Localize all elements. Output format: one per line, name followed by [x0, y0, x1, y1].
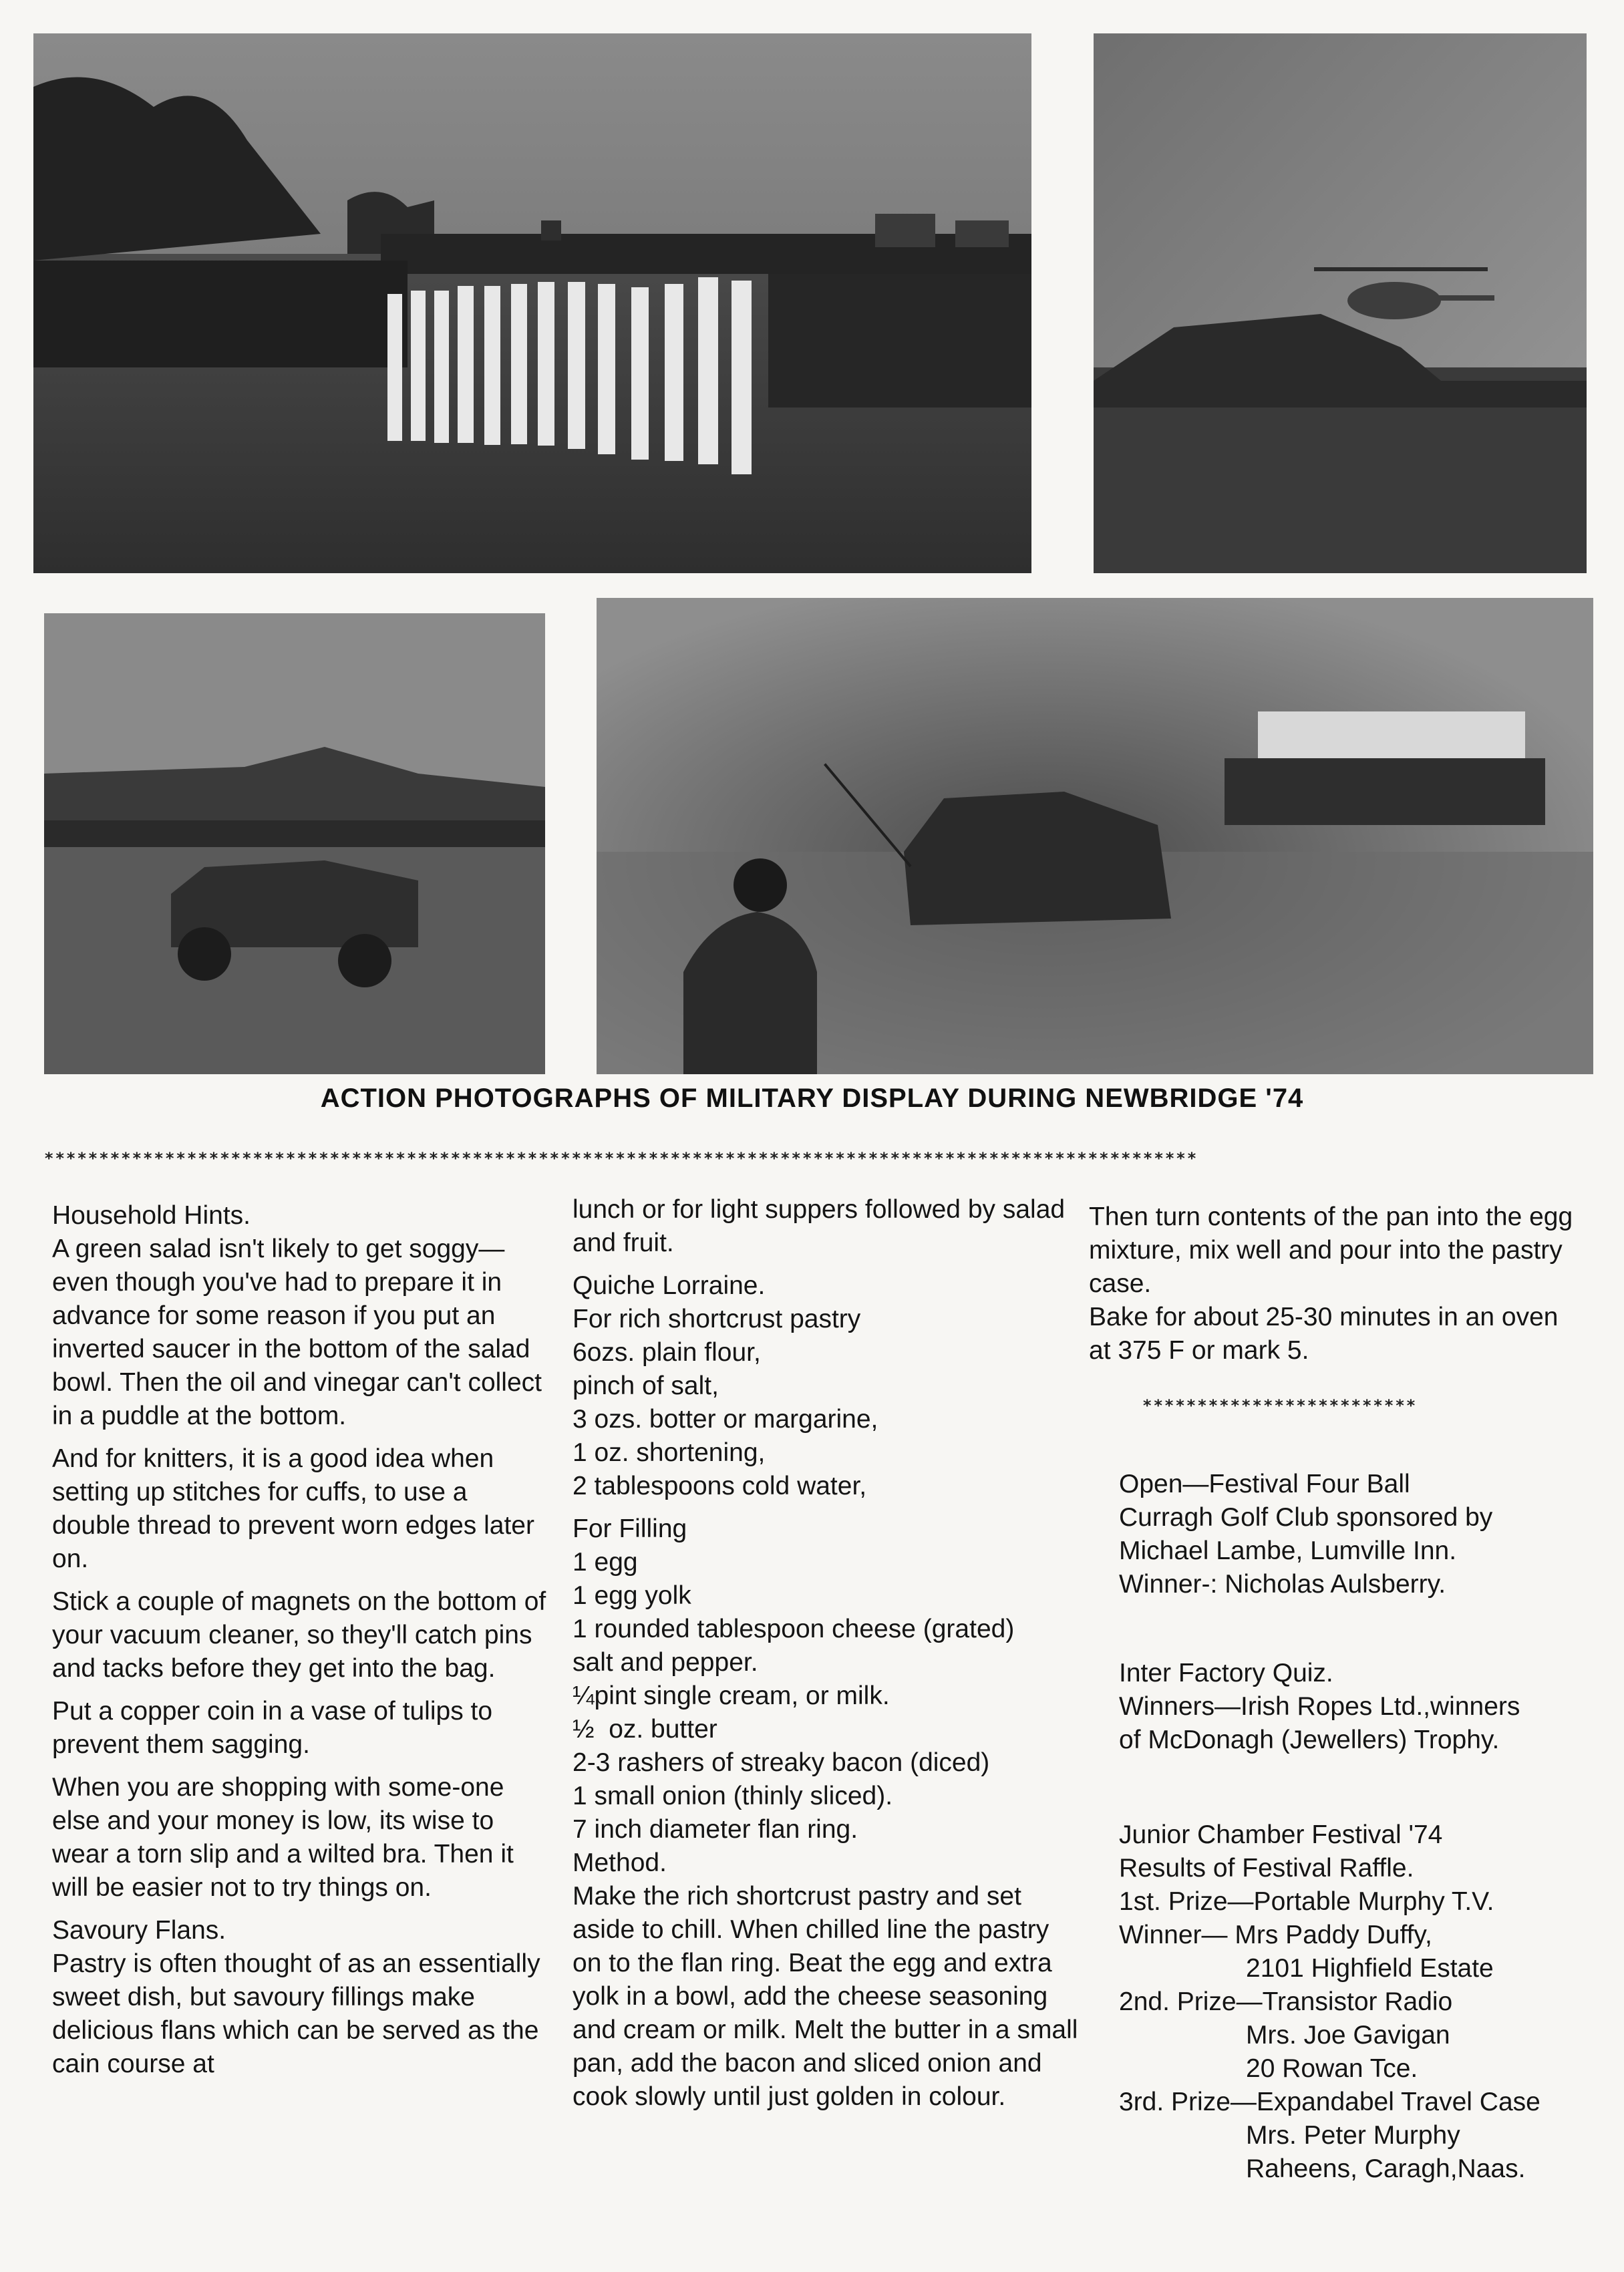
- ingredient-line: 1 egg: [573, 1548, 638, 1577]
- armoured-car-photo: [44, 613, 545, 1074]
- ingredient-line: 2-3 rashers of streaky bacon (diced): [573, 1748, 990, 1777]
- raffle-winner-1-address: 2101 Highfield Estate: [1246, 1954, 1494, 1983]
- raffle-results: [1119, 1818, 1600, 2186]
- raffle-prize-1: 1st. Prize—Portable Murphy T.V.: [1119, 1887, 1494, 1916]
- ingredient-line: 1 oz. shortening,: [573, 1438, 766, 1467]
- quiz-line: Winners—Irish Ropes Ltd.,winners: [1119, 1692, 1520, 1721]
- golf-line: Open—Festival Four Ball: [1119, 1470, 1410, 1498]
- asterisk-divider: *********************************************************************************************************: [44, 1149, 1198, 1168]
- golf-line: Winner-: Nicholas Aulsberry.: [1119, 1570, 1446, 1599]
- ingredient-line: 3 ozs. botter or margarine,: [573, 1405, 878, 1434]
- recipe-intro: lunch or for light suppers followed by salad and fruit.: [573, 1195, 1066, 1257]
- raffle-subtitle: Results of Festival Raffle.: [1119, 1854, 1414, 1883]
- parade-photo: [33, 33, 1031, 573]
- household-hints-column: [52, 1199, 546, 2090]
- raffle-title: Junior Chamber Festival '74: [1119, 1820, 1443, 1849]
- ingredient-line: pinch of salt,: [573, 1371, 719, 1400]
- quiz-result: [1119, 1657, 1587, 1757]
- photo-caption: ACTION PHOTOGRAPHS OF MILITARY DISPLAY DURING NEWBRIDGE '74: [320, 1084, 1304, 1113]
- helicopter-photo: [1094, 33, 1587, 573]
- ingredient-line: 1 small onion (thinly sliced).: [573, 1782, 893, 1810]
- ingredient-line: ¼pint single cream, or milk.: [573, 1681, 890, 1710]
- golf-line: Michael Lambe, Lumville Inn.: [1119, 1536, 1457, 1565]
- pastry-ingredients: [573, 1303, 1080, 1503]
- ingredient-line: 1 egg yolk: [573, 1581, 691, 1610]
- ingredient-line: For Filling: [573, 1514, 687, 1543]
- raffle-winner-3: Mrs. Peter Murphy: [1246, 2121, 1460, 2150]
- hint-salad: A green salad isn't likely to get soggy—even though you've had to prepare it in advance for some reason if you put an inverted saucer in the bottom of the salad bowl. Then the oil and vinegar can't collect in a puddle at the bottom.: [52, 1235, 542, 1430]
- filling-ingredients: [573, 1512, 1080, 1880]
- raffle-winner-1: Winner— Mrs Paddy Duffy,: [1119, 1921, 1432, 1949]
- savoury-flans-heading: Savoury Flans.: [52, 1916, 226, 1945]
- hint-magnets: Stick a couple of magnets on the bottom of your vacuum cleaner, so they'll catch pins and tacks before they get into the bag.: [52, 1587, 546, 1683]
- recipe-title: Quiche Lorraine.: [573, 1271, 766, 1300]
- quiz-line: Inter Factory Quiz.: [1119, 1659, 1333, 1687]
- ingredient-line: 7 inch diameter flan ring.: [573, 1815, 858, 1844]
- raffle-winner-2: Mrs. Joe Gavigan: [1246, 2021, 1450, 2050]
- method-heading: Method.: [573, 1848, 667, 1877]
- recipe-bake: Bake for about 25-30 minutes in an oven at 375 F or mark 5.: [1089, 1303, 1559, 1365]
- ingredient-line: For rich shortcrust pastry: [573, 1305, 861, 1333]
- raffle-winner-2-address: 20 Rowan Tce.: [1246, 2054, 1418, 2083]
- golf-line: Curragh Golf Club sponsored by: [1119, 1503, 1493, 1532]
- golf-result: [1119, 1468, 1587, 1601]
- hint-shopping: When you are shopping with some-one else and your money is low, its wise to wear a torn slip and a wilted bra. Then it will be easier not to try things on.: [52, 1773, 514, 1902]
- recipe-column: [573, 1193, 1080, 2123]
- ingredient-line: ½ oz. butter: [573, 1715, 717, 1744]
- quiz-line: of McDonagh (Jewellers) Trophy.: [1119, 1726, 1500, 1754]
- raffle-prize-3: 3rd. Prize—Expandabel Travel Case: [1119, 2088, 1540, 2116]
- ingredient-line: 2 tablespoons cold water,: [573, 1472, 867, 1500]
- tank-photo: [597, 598, 1593, 1074]
- ingredient-line: 6ozs. plain flour,: [573, 1338, 761, 1367]
- recipe-continued: [1089, 1200, 1577, 1377]
- hint-knitting: And for knitters, it is a good idea when setting up stitches for cuffs, to use a double thread to prevent worn edges later on.: [52, 1444, 534, 1573]
- raffle-prize-2: 2nd. Prize—Transistor Radio: [1119, 1987, 1453, 2016]
- hint-tulips: Put a copper coin in a vase of tulips to prevent them sagging.: [52, 1697, 493, 1759]
- household-hints-heading: Household Hints.: [52, 1201, 251, 1230]
- ingredient-line: salt and pepper.: [573, 1648, 758, 1677]
- savoury-flans-text: Pastry is often thought of as an essentially sweet dish, but savoury fillings make delicious flans which can be served as the cain course at: [52, 1949, 540, 2078]
- recipe-continued-text: Then turn contents of the pan into the egg mixture, mix well and pour into the pastry case.: [1089, 1202, 1573, 1298]
- asterisk-divider-small: *************************: [1142, 1396, 1418, 1415]
- raffle-winner-3-address: Raheens, Caragh,Naas.: [1246, 2154, 1526, 2183]
- recipe-method: Make the rich shortcrust pastry and set aside to chill. When chilled line the pastry on to the flan ring. Beat the egg and extra yolk in a bowl, add the cheese seasoning and cream or milk. Melt the butter in a small pan, add the bacon and sliced onion and cook slowly until just golden in colour.: [573, 1882, 1078, 2111]
- ingredient-line: 1 rounded tablespoon cheese (grated): [573, 1615, 1015, 1643]
